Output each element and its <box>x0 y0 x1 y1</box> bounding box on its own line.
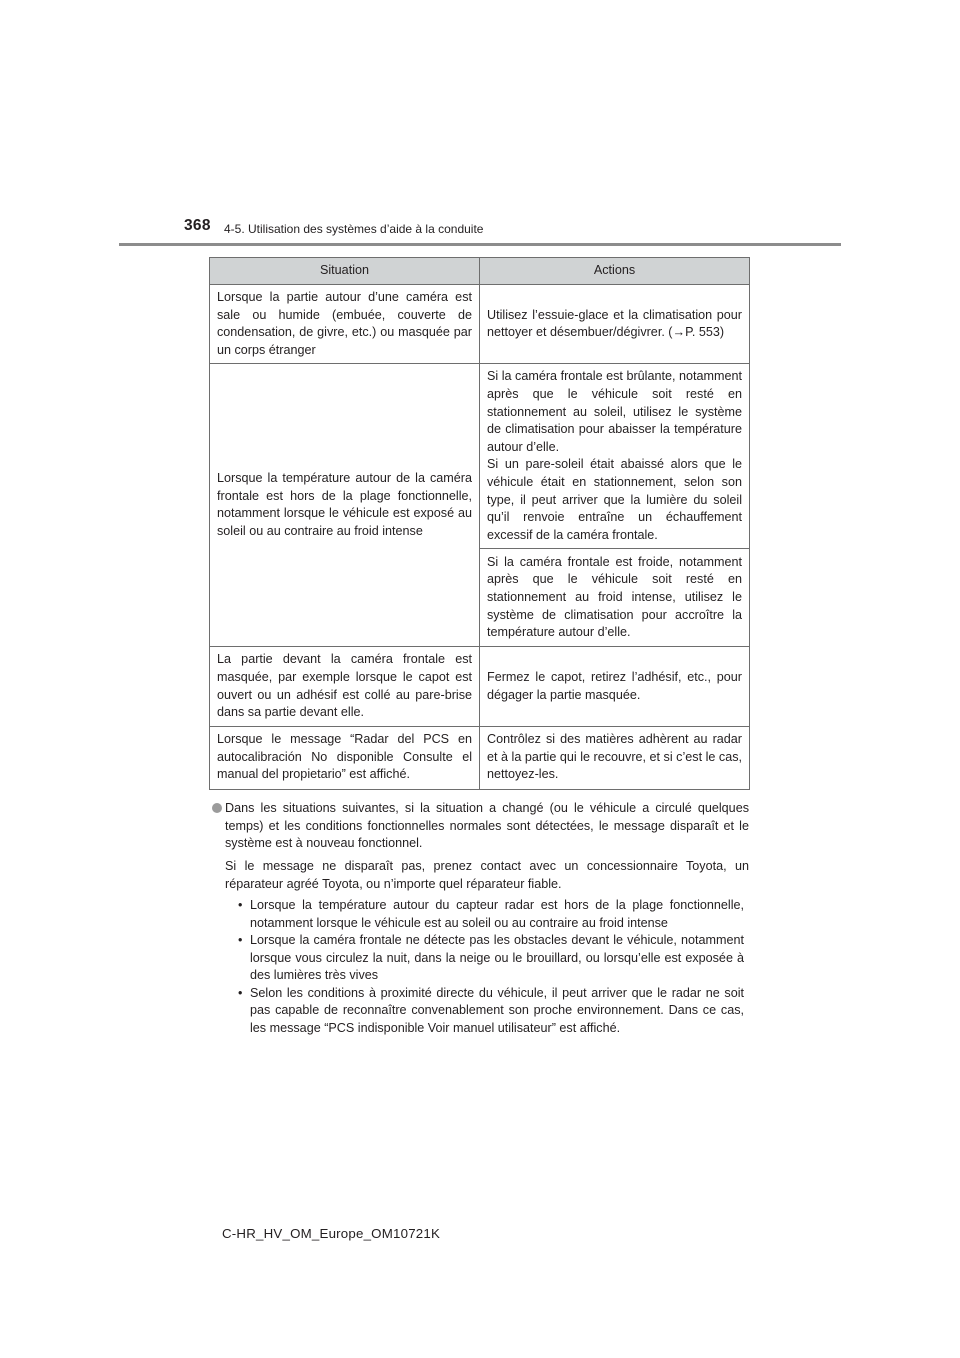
list-item-text: Lorsque la température autour du capteur radar est hors de la plage fonctionnelle, notamment lorsque le véhicule est au soleil ou au contraire au froid intense <box>250 898 744 930</box>
table-row <box>210 285 750 364</box>
situation-cell: Lorsque le message “Radar del PCS en autocalibración No disponible Consulte el manual del propietario” est affiché. <box>210 726 480 789</box>
list-item <box>238 932 744 985</box>
list-item <box>238 897 744 932</box>
action-text: Si un pare-soleil était abaissé alors que le véhicule était en stationnement, selon son type, il peut arriver que la lumière du soleil qu’il renvoie entraîne un échauffement excessif de la caméra frontale. <box>487 457 742 542</box>
contact-note: Si le message ne disparaît pas, prenez contact avec un concessionnaire Toyota, un réparateur agréé Toyota, ou n’importe quel réparateur fiable. <box>225 859 749 891</box>
situation-cell: Lorsque la partie autour d’une caméra est sale ou humide (embuée, couverte de condensation, de givre, etc.) ou masquée par un corps étranger <box>210 285 480 364</box>
table-header-row <box>210 258 750 285</box>
page-number: 368 <box>184 217 211 234</box>
bullet-dot-icon: • <box>238 933 243 947</box>
bullet-text: Dans les situations suivantes, si la situation a changé (ou le véhicule a circulé quelques temps) et les conditions fonctionnelles normales sont détectées, le message disparaît et le système est à nouveau fonctionnel. <box>225 801 749 850</box>
action-text: Si la caméra frontale est brûlante, notamment après que le véhicule soit resté en stationnement au soleil, utilisez le système de climatisation pour abaisser la température autour d’elle. <box>487 369 742 454</box>
bullet-circle-icon <box>212 803 222 813</box>
situation-cell: La partie devant la caméra frontale est masquée, par exemple lorsque le capot est ouvert ou un adhésif est collé au pare-brise dans sa partie devant elle. <box>210 647 480 726</box>
table-row <box>210 647 750 726</box>
action-cell: Fermez le capot, retirez l’adhésif, etc., pour dégager la partie masquée. <box>480 647 750 726</box>
bullet-paragraph <box>225 800 749 853</box>
situation-cell: Lorsque la température autour de la caméra frontale est hors de la plage fonctionnelle, notamment lorsque le véhicule est exposé au soleil ou au contraire au froid intense <box>210 364 480 647</box>
bullet-dot-icon: • <box>238 898 243 912</box>
column-header-actions: Actions <box>480 258 750 285</box>
table-row <box>210 726 750 789</box>
header-divider <box>119 243 841 246</box>
action-cell: Si la caméra frontale est froide, notamment après que le véhicule soit resté en stationnement au froid intense, utilisez le système de climatisation pour accroître la température autour d’elle. <box>480 549 750 647</box>
list-item-text: Lorsque la caméra frontale ne détecte pas les obstacles devant le véhicule, notamment lorsque vous circulez la nuit, dans la neige ou le brouillard, ou lorsqu’elle est exposée à des lumières très vives <box>250 933 744 982</box>
action-text: Utilisez l’essuie-glace et la climatisation pour nettoyer et désembuer/dégivrer. (→P. 553) <box>487 307 742 340</box>
situation-actions-table <box>209 257 750 790</box>
section-title: 4-5. Utilisation des systèmes d’aide à la conduite <box>224 222 484 236</box>
action-cell <box>480 285 750 364</box>
condition-list <box>238 897 744 1037</box>
list-item-text: Selon les conditions à proximité directe du véhicule, il peut arriver que le radar ne soit pas capable de reconnaître convenablement son proche environnement. Dans ce cas, les message “PCS indisponible Voir manuel utilisateur” est affiché. <box>250 985 744 1035</box>
column-header-situation: Situation <box>210 258 480 285</box>
table-row <box>210 364 750 549</box>
action-cell <box>480 364 750 549</box>
bullet-dot-icon: • <box>238 985 243 1000</box>
document-code: C-HR_HV_OM_Europe_OM10721K <box>222 1226 441 1241</box>
list-item <box>238 985 744 1038</box>
action-cell: Contrôlez si des matières adhèrent au radar et à la partie qui le recouvre, et si c’est le cas, nettoyez-les. <box>480 726 750 789</box>
